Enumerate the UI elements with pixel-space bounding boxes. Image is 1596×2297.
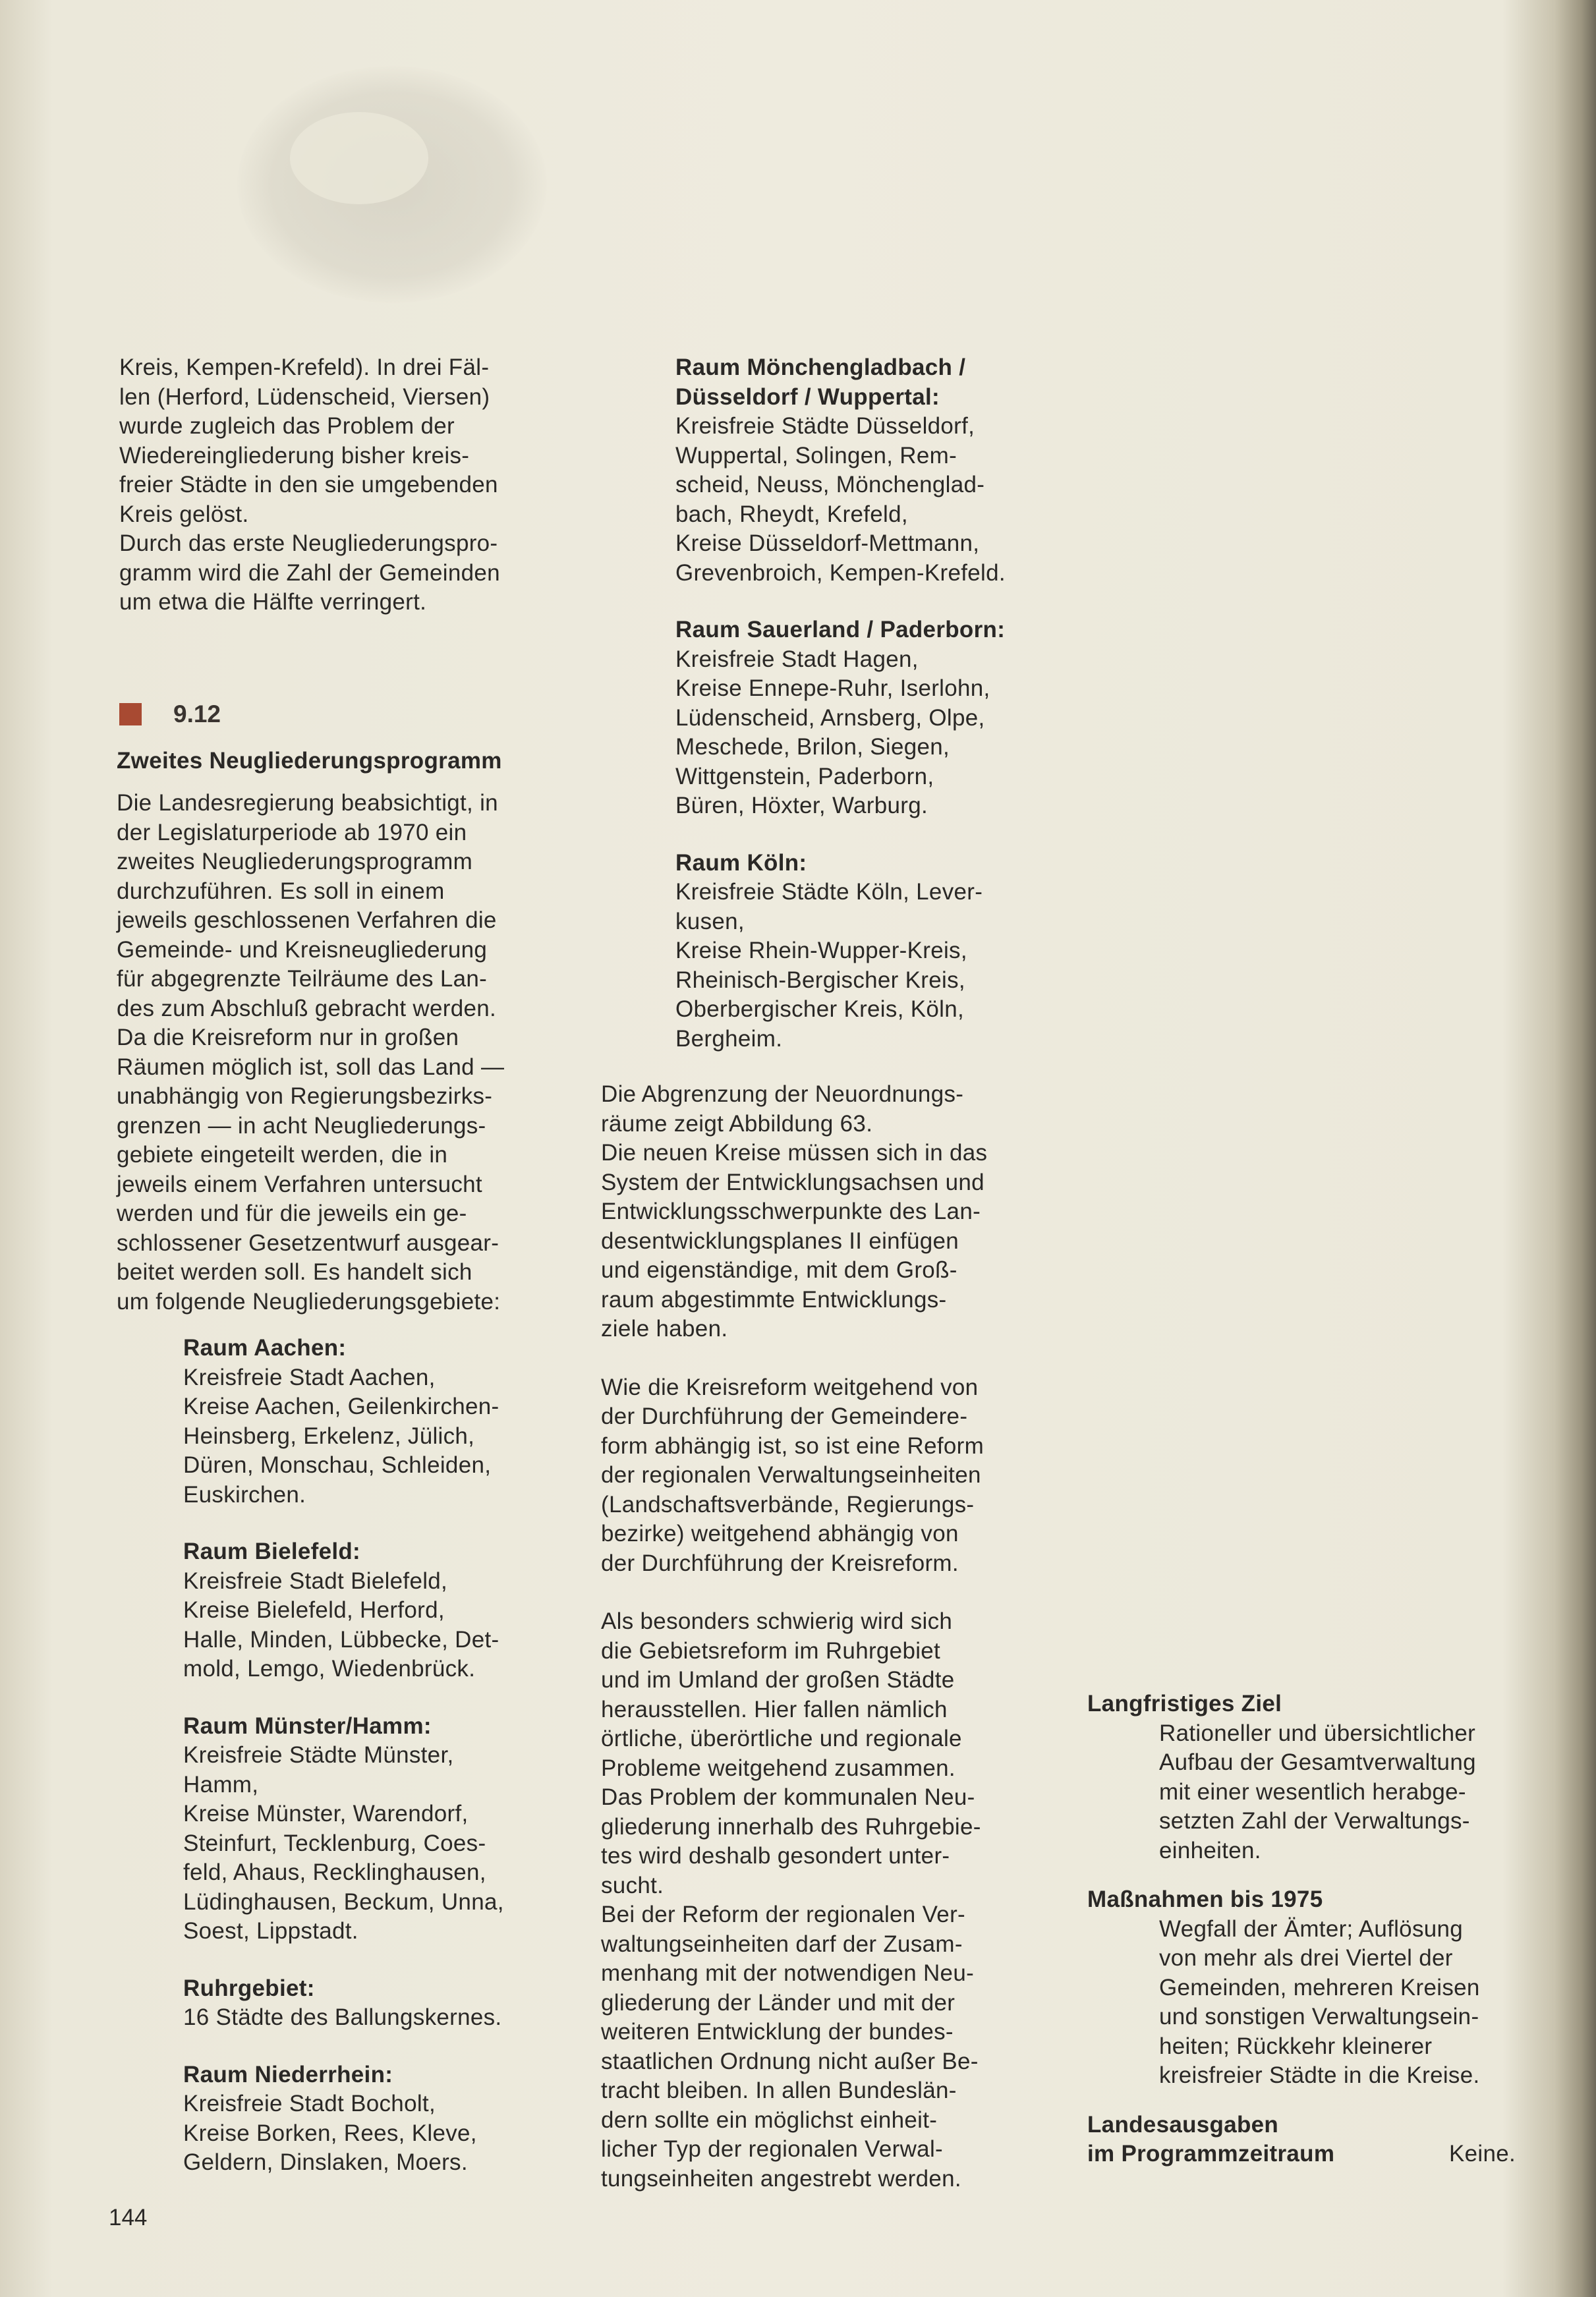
text-line: Rationeller und übersichtlicher: [1159, 1720, 1476, 1746]
text-line: wurde zugleich das Problem der: [119, 413, 455, 439]
text-line: Aufbau der Gesamtverwaltung: [1159, 1749, 1476, 1775]
text-line: bezirke) weitgehend abhängig von: [601, 1521, 959, 1546]
region-block: [675, 353, 1042, 615]
region-line: mold, Lemgo, Wiedenbrück.: [183, 1656, 476, 1682]
paragraph: [601, 1373, 1042, 1608]
text-line: ziele haben.: [601, 1316, 728, 1342]
spending-label-2: im Programmzeitraum: [1087, 2141, 1335, 2167]
region-line: kusen,: [675, 908, 745, 934]
region-line: Halle, Minden, Lübbecke, Det-: [183, 1626, 499, 1653]
text-line: um etwa die Hälfte verringert.: [119, 589, 427, 615]
region-block: [183, 2060, 553, 2178]
text-line: werden und für die jeweils ein ge-: [117, 1201, 467, 1226]
text-line: Räumen möglich ist, soll das Land —: [117, 1054, 505, 1080]
region-block: [183, 1974, 553, 2060]
region-line: Grevenbroich, Kempen-Krefeld.: [675, 559, 1006, 586]
text-line: gliederung der Länder und mit der: [601, 1989, 955, 2016]
region-line: Kreise Rhein-Wupper-Kreis,: [675, 938, 967, 963]
text-line: jeweils einem Verfahren untersucht: [117, 1171, 482, 1197]
text-line: Entwicklungsschwerpunkte des Lan-: [601, 1199, 981, 1224]
text-line: Durch das erste Neugliederungspro-: [119, 530, 498, 556]
region-line: Kreise Münster, Warendorf,: [183, 1801, 469, 1827]
text-line: der Durchführung der Kreisreform.: [601, 1550, 959, 1576]
region-line: scheid, Neuss, Mönchenglad-: [675, 472, 985, 497]
column-2-regions: [675, 353, 1042, 1081]
text-line: tracht bleiben. In allen Bundeslän-: [601, 2078, 957, 2103]
column-3-summary: [1087, 1689, 1522, 2169]
region-line: Kreise Borken, Rees, Kleve,: [183, 2120, 477, 2146]
region-line: Wittgenstein, Paderborn,: [675, 763, 934, 789]
region-line: Euskirchen.: [183, 1481, 306, 1508]
text-line: Das Problem der kommunalen Neu-: [601, 1784, 975, 1810]
region-line: Hamm,: [183, 1771, 259, 1798]
section-heading: [119, 699, 221, 729]
region-line: Lüdenscheid, Arnsberg, Olpe,: [675, 704, 985, 731]
region-line: Büren, Höxter, Warburg.: [675, 793, 928, 818]
text-line: Da die Kreisreform nur in großen: [117, 1025, 459, 1050]
region-block: [183, 1537, 553, 1712]
text-line: Die Landesregierung beabsichtigt, in: [117, 790, 498, 816]
region-line: Wuppertal, Solingen, Rem-: [675, 442, 957, 468]
region-line: 16 Städte des Ballungskernes.: [183, 2004, 502, 2030]
text-line: Wiedereingliederung bisher kreis-: [119, 442, 470, 468]
region-title: Raum Bielefeld:: [183, 1539, 360, 1564]
text-line: um folgende Neugliederungsgebiete:: [117, 1288, 501, 1315]
text-line: Probleme weitgehend zusammen.: [601, 1755, 955, 1781]
text-line: Bei der Reform der regionalen Ver-: [601, 1902, 965, 1927]
text-line: tes wird deshalb gesondert unter-: [601, 1843, 950, 1869]
text-line: len (Herford, Lüdenscheid, Viersen): [119, 383, 490, 410]
text-line: Als besonders schwierig wird sich: [601, 1608, 953, 1634]
region-line: Steinfurt, Tecklenburg, Coes-: [183, 1830, 486, 1856]
region-line: Kreise Bielefeld, Herford,: [183, 1597, 445, 1623]
text-line: Wegfall der Ämter; Auflösung: [1159, 1915, 1464, 1942]
region-title: Ruhrgebiet:: [183, 1975, 315, 2001]
goal-label: Langfristiges Ziel: [1087, 1691, 1282, 1716]
text-line: der Durchführung der Gemeindere-: [601, 1404, 968, 1429]
region-line: bach, Rheydt, Krefeld,: [675, 501, 908, 527]
region-line: Rheinisch-Bergischer Kreis,: [675, 967, 965, 993]
text-line: jeweils geschlossenen Verfahren die: [117, 907, 497, 933]
text-line: licher Typ der regionalen Verwal-: [601, 2136, 943, 2162]
region-block: [675, 615, 1042, 849]
region-block: [183, 1334, 553, 1537]
column-1-intro: [119, 353, 553, 617]
text-line: sucht.: [601, 1872, 664, 1898]
column-1-regions: [183, 1334, 553, 2178]
section-number: 9.12: [173, 700, 221, 727]
text-line: waltungseinheiten darf der Zusam-: [601, 1931, 963, 1957]
region-line: Bergheim.: [675, 1025, 783, 1052]
text-line: kreisfreier Städte in die Kreise.: [1159, 2062, 1480, 2088]
text-line: einheiten.: [1159, 1837, 1261, 1863]
region-line: Kreisfreie Stadt Hagen,: [675, 646, 919, 672]
region-line: feld, Ahaus, Recklinghausen,: [183, 1859, 486, 1885]
text-line: Kreis gelöst.: [119, 501, 249, 527]
region-line: Geldern, Dinslaken, Moers.: [183, 2149, 468, 2175]
text-line: desentwicklungsplanes II einfügen: [601, 1228, 959, 1254]
region-line: Kreisfreie Städte Düsseldorf,: [675, 413, 975, 439]
text-line: und sonstigen Verwaltungsein-: [1159, 2004, 1479, 2029]
text-line: schlossener Gesetzentwurf ausgear-: [117, 1230, 499, 1256]
text-line: Gemeinden, mehreren Kreisen: [1159, 1974, 1480, 2000]
page-number: 144: [109, 2205, 148, 2230]
region-block: [183, 1712, 553, 1974]
column-2-body: [601, 1080, 1042, 2194]
text-line: gebiete eingeteilt werden, die in: [117, 1142, 448, 1168]
region-title: Raum Mönchengladbach /: [675, 354, 966, 380]
region-line: Kreise Aachen, Geilenkirchen-: [183, 1394, 499, 1419]
bleed-through-numeral-counter: [290, 112, 428, 204]
text-line: durchzuführen. Es soll in einem: [117, 878, 445, 904]
region-line: Heinsberg, Erkelenz, Jülich,: [183, 1423, 475, 1449]
text-line: grenzen — in acht Neugliederungs-: [117, 1112, 486, 1139]
text-line: weiteren Entwicklung der bundes-: [601, 2019, 954, 2045]
text-line: freier Städte in den sie umgebenden: [119, 472, 498, 497]
text-line: der Legislaturperiode ab 1970 ein: [117, 819, 467, 845]
text-line: staatlichen Ordnung nicht außer Be-: [601, 2048, 979, 2074]
region-line: Kreisfreie Stadt Bocholt,: [183, 2091, 436, 2116]
section-title: Zweites Neugliederungsprogramm: [117, 748, 502, 774]
goal-text: [1087, 1719, 1522, 1866]
text-line: örtliche, überörtliche und regionale: [601, 1726, 962, 1751]
text-line: tungseinheiten angestrebt werden.: [601, 2165, 961, 2192]
text-line: raum abgestimmte Entwicklungs-: [601, 1286, 947, 1313]
region-line: Kreise Düsseldorf-Mettmann,: [675, 530, 980, 556]
region-line: Düren, Monschau, Schleiden,: [183, 1452, 492, 1478]
text-line: dern sollte ein möglichst einheit-: [601, 2107, 938, 2133]
text-line: mit einer wesentlich herabge-: [1159, 1778, 1466, 1805]
text-line: System der Entwicklungsachsen und: [601, 1169, 984, 1195]
text-line: räume zeigt Abbildung 63.: [601, 1110, 873, 1137]
section-marker-square: [119, 703, 142, 725]
paragraph: [601, 1080, 1042, 1373]
region-title: Raum Sauerland / Paderborn:: [675, 617, 1006, 642]
paragraph: [601, 1607, 1042, 2194]
region-line: Lüdinghausen, Beckum, Unna,: [183, 1888, 504, 1915]
text-line: Die neuen Kreise müssen sich in das: [601, 1140, 988, 1166]
spending-label-1: Landesausgaben: [1087, 2111, 1279, 2138]
text-line: gramm wird die Zahl der Gemeinden: [119, 559, 500, 586]
text-line: Wie die Kreisreform weitgehend von: [601, 1374, 979, 1400]
region-line: Oberbergischer Kreis, Köln,: [675, 996, 965, 1022]
region-title: Düsseldorf / Wuppertal:: [675, 383, 940, 410]
text-line: form abhängig ist, so ist eine Reform: [601, 1432, 984, 1459]
region-line: Meschede, Brilon, Siegen,: [675, 734, 950, 760]
region-line: Kreisfreie Städte Münster,: [183, 1742, 454, 1768]
measures-label: Maßnahmen bis 1975: [1087, 1886, 1323, 1912]
region-line: Kreise Ennepe-Ruhr, Iserlohn,: [675, 675, 990, 701]
text-line: unabhängig von Regierungsbezirks-: [117, 1083, 493, 1109]
text-line: und im Umland der großen Städte: [601, 1667, 955, 1693]
text-line: und eigenständige, mit dem Groß-: [601, 1257, 957, 1283]
region-title: Raum Köln:: [675, 849, 807, 876]
text-line: herausstellen. Hier fallen nämlich: [601, 1696, 948, 1722]
region-line: Kreisfreie Städte Köln, Lever-: [675, 879, 983, 905]
region-block: [675, 849, 1042, 1082]
region-line: Kreisfreie Stadt Aachen,: [183, 1364, 436, 1390]
text-line: der regionalen Verwaltungseinheiten: [601, 1462, 981, 1488]
text-line: zweites Neugliederungsprogramm: [117, 849, 473, 874]
text-line: menhang mit der notwendigen Neu-: [601, 1960, 975, 1986]
text-line: (Landschaftsverbände, Regierungs-: [601, 1491, 975, 1517]
text-line: die Gebietsreform im Ruhrgebiet: [601, 1637, 941, 1664]
measures-text: [1087, 1915, 1522, 2091]
text-line: Gemeinde- und Kreisneugliederung: [117, 936, 488, 963]
region-line: Soest, Lippstadt.: [183, 1918, 358, 1944]
region-title: Raum Münster/Hamm:: [183, 1713, 432, 1739]
region-title: Raum Aachen:: [183, 1335, 347, 1361]
text-line: Kreis, Kempen-Krefeld). In drei Fäl-: [119, 354, 490, 380]
text-line: gliederung innerhalb des Ruhrgebie-: [601, 1813, 981, 1840]
text-line: für abgegrenzte Teilräume des Lan-: [117, 966, 488, 992]
text-line: Die Abgrenzung der Neuordnungs-: [601, 1081, 964, 1107]
text-line: heiten; Rückkehr kleinerer: [1159, 2033, 1433, 2059]
text-line: setzten Zahl der Verwaltungs-: [1159, 1808, 1470, 1834]
column-1-body: [117, 789, 553, 1317]
region-line: Kreisfreie Stadt Bielefeld,: [183, 1568, 448, 1594]
spending-value: Keine.: [1448, 2141, 1516, 2167]
region-title: Raum Niederrhein:: [183, 2061, 393, 2087]
text-line: von mehr als drei Viertel der: [1159, 1945, 1453, 1971]
text-line: des zum Abschluß gebracht werden.: [117, 995, 497, 1021]
text-line: beitet werden soll. Es handelt sich: [117, 1259, 472, 1285]
